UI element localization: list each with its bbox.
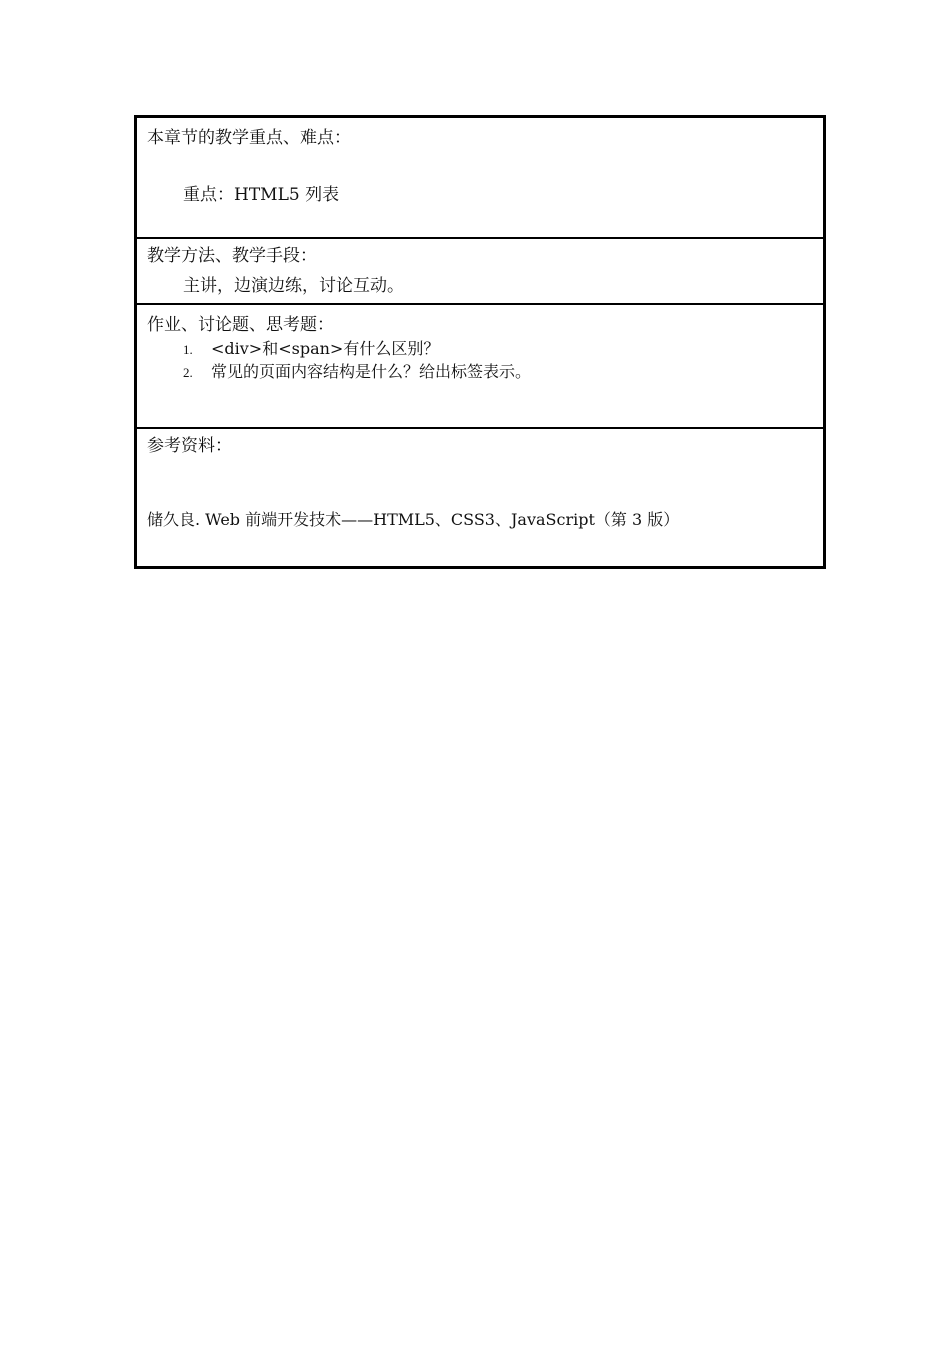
list-item (183, 338, 531, 361)
teaching-focus-heading: 本章节的教学重点、难点： (147, 128, 351, 148)
teaching-methods-heading: 教学方法、教学手段： (147, 246, 317, 266)
teaching-methods-section (137, 239, 823, 305)
teaching-focus-section (137, 118, 823, 239)
homework-section (137, 305, 823, 429)
teaching-methods-text: 主讲，边演边练，讨论互动。 (183, 276, 404, 296)
lesson-plan-table (134, 115, 826, 569)
list-item-number: 1. (183, 342, 193, 357)
list-item (183, 361, 531, 384)
homework-list (183, 338, 531, 384)
reference-citation: 储久良. Web 前端开发技术——HTML5、CSS3、JavaScript（第 3 版） (147, 510, 680, 529)
homework-heading: 作业、讨论题、思考题： (147, 315, 334, 335)
references-heading: 参考资料： (147, 436, 232, 456)
references-section (137, 429, 823, 566)
list-item-number: 2. (183, 365, 193, 380)
list-item-text: <div>和<span>有什么区别？ (211, 339, 440, 358)
list-item-text: 常见的页面内容结构是什么？给出标签表示。 (211, 362, 532, 381)
key-point-text: 重点：HTML5 列表 (183, 185, 340, 205)
